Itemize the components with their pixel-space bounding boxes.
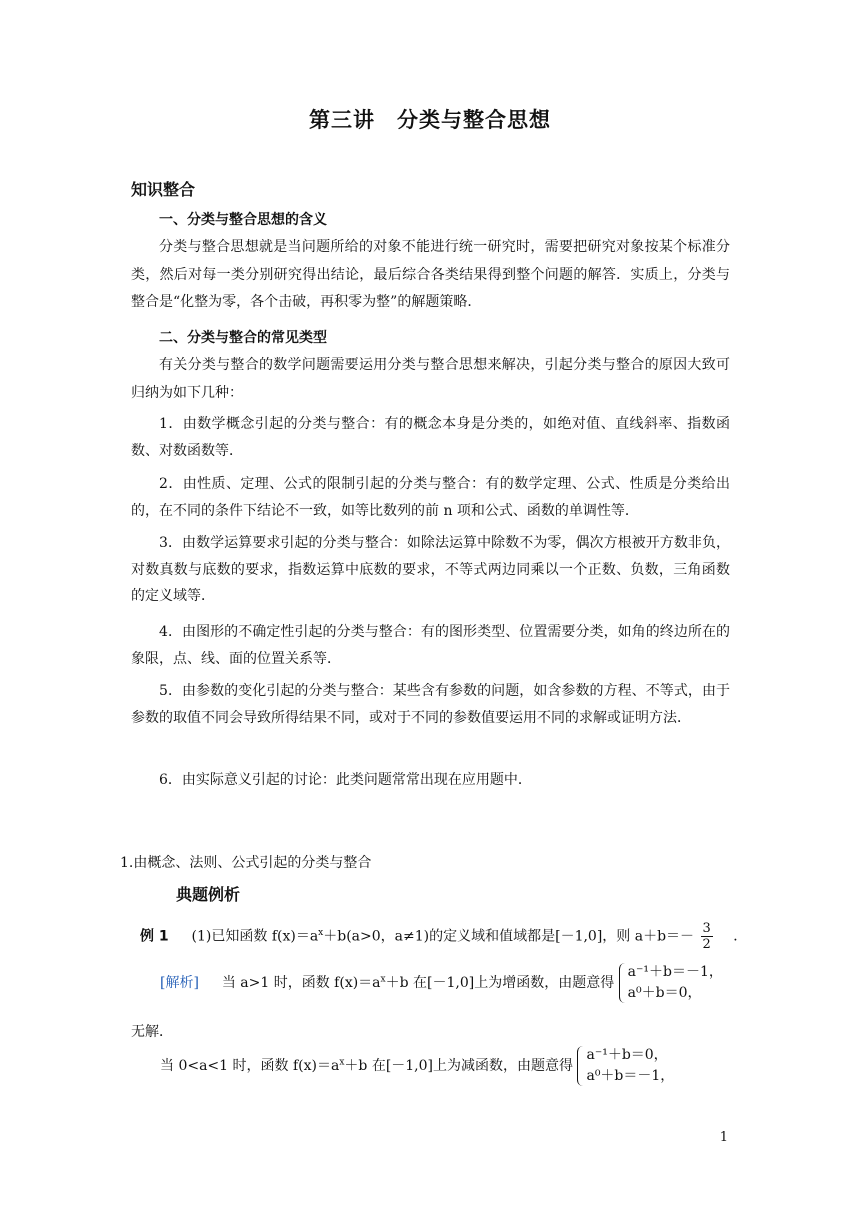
subheading-types: 二、分类与整合的常见类型 <box>159 330 327 346</box>
page-number: 1 <box>719 1130 728 1145</box>
subheading-examples: 典题例析 <box>176 885 241 904</box>
list-item: 6．由实际意义引起的讨论：此类问题常常出现在应用题中． <box>159 772 532 788</box>
list-item: 2．由性质、定理、公式的限制引起的分类与整合：有的数学定理、公式、性质是分类给出的，在不同的条件下结论不一致，如等比数列的前 n 项和公式、函数的单调性等． <box>131 476 730 519</box>
analysis-text: 当 0<a<1 时，函数 f(x)＝a <box>160 1058 340 1074</box>
equation-system-1 <box>619 962 723 1004</box>
example-label: 例 1 <box>140 928 169 945</box>
equation: a⁻¹＋b＝－1， <box>627 964 723 980</box>
paragraph-intro-types: 有关分类与整合的数学问题需要运用分类与整合思想来解决，引起分类与整合的原因大致可归纳为如下几种： <box>131 357 730 401</box>
list-item: 5．由参数的变化引起的分类与整合：某些含有参数的问题，如含参数的方程、不等式，由于参数的取值不同会导致所得结果不同，或对于不同的参数值要运用不同的求解或证明方法． <box>131 683 730 726</box>
analysis-line-2: 当 0<a<1 时，函数 $f(x)=a^x+b$ 在[－1,0]上为减函数，由题意得 a⁻¹＋b＝0， a⁰＋b＝－1， <box>160 1045 674 1087</box>
no-solution: 无解． <box>131 1024 173 1040</box>
analysis-text: ＋b 在[－1,0]上为减函数，由题意得 <box>344 1058 574 1074</box>
equation: a⁻¹＋b＝0， <box>586 1047 668 1063</box>
example-1: 例 1 (1)已知函数 $f(x)=a^x+b(a>0$，a≠1)的定义域和值域都是[－1,0]，则 a＋b＝－ $\frac{3}{2}$ ． <box>140 921 748 952</box>
section-heading-concepts: 1.由概念、法则、公式引起的分类与整合 <box>120 855 372 871</box>
equation: a⁰＋b＝－1， <box>586 1068 675 1084</box>
example-tail: ． <box>733 928 748 945</box>
analysis-line-1: [解析] 当 a>1 时，函数 $f(x)=a^x+b$ 在[－1,0]上为增函数，由题意得 a⁻¹＋b＝－1， a⁰＋b＝0， <box>160 962 723 1004</box>
fraction: $\frac{3}{2}$ <box>702 921 711 952</box>
list-item: 3．由数学运算要求引起的分类与整合：如除法运算中除数不为零，偶次方根被开方数非负，对数真数与底数的要求，指数运算中底数的要求，不等式两边同乘以一个正数、负数，三角函数的定义域等． <box>131 535 730 604</box>
example-text-c: ＋b(a>0，a≠1)的定义域和值域都是[－1,0]，则 a＋b＝－ <box>323 928 695 945</box>
example-text-a: (1)已知函数 <box>191 928 272 945</box>
analysis-tag: [解析] <box>160 975 199 991</box>
equation-system-2 <box>577 1045 674 1087</box>
analysis-text: ＋b 在[－1,0]上为增函数，由题意得 <box>385 975 615 991</box>
page-title: 第三讲 分类与整合思想 <box>309 108 551 132</box>
example-text-b: f(x)＝a <box>271 928 319 945</box>
paragraph-meaning: 分类与整合思想就是当问题所给的对象不能进行统一研究时，需要把研究对象按某个标准分类，然后对每一类分别研究得出结论，最后综合各类结果得到整个问题的解答．实质上，分类与整合是“化整为零，各个击破，再积零为整”的解题策略． <box>131 239 730 310</box>
equation: a⁰＋b＝0， <box>627 985 702 1001</box>
analysis-text: 当 a>1 时，函数 f(x)＝a <box>221 975 381 991</box>
subheading-meaning: 一、分类与整合思想的含义 <box>159 212 327 228</box>
section-heading-knowledge: 知识整合 <box>131 180 196 199</box>
list-item: 1．由数学概念引起的分类与整合：有的概念本身是分类的，如绝对值、直线斜率、指数函数、对数函数等． <box>131 416 730 459</box>
list-item: 4．由图形的不确定性引起的分类与整合：有的图形类型、位置需要分类，如角的终边所在的象限，点、线、面的位置关系等． <box>131 624 730 667</box>
